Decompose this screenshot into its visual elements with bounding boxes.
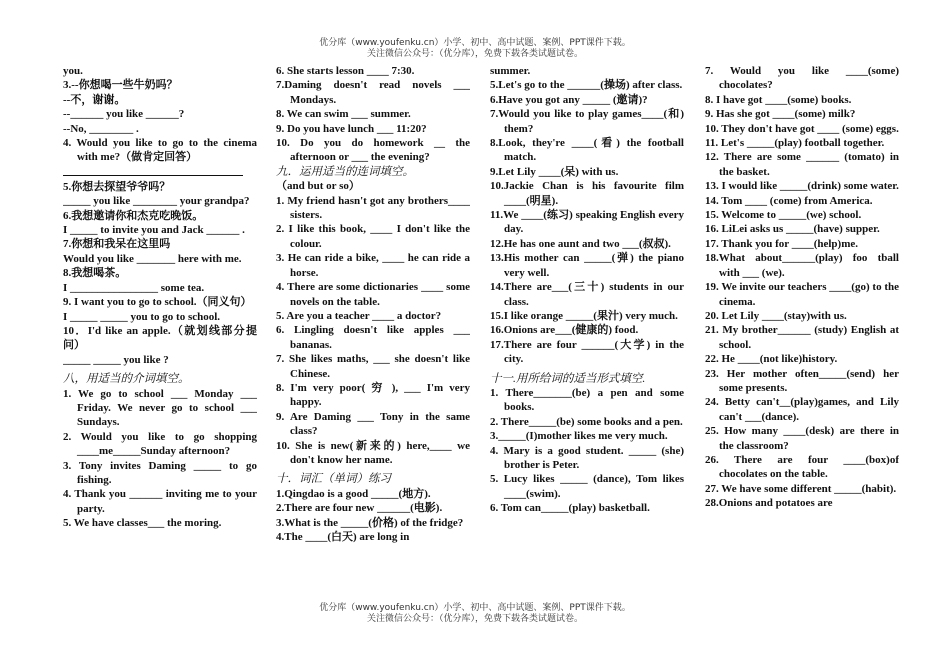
text-line: --______ you like ______? — [63, 108, 185, 121]
question-line: 12. There are some ______ (tomato) in the basket. — [705, 151, 899, 178]
question-line: 6. Tom can_____(play) basketball. — [490, 502, 650, 515]
question-line: 16.Onions are___(健康的) food. — [490, 324, 639, 337]
question-line: 11.We ____(练习) speaking English every day. — [490, 209, 684, 236]
question-line: 5. Are you a teacher ____ a doctor? — [276, 309, 442, 322]
question-line: 13. I would like _____(drink) some water. — [705, 180, 899, 193]
question-line: 2. Would you like to go shopping ____me_____Sunday afternoon? — [63, 430, 257, 458]
text-line: you. — [63, 65, 83, 77]
page-header — [0, 38, 950, 60]
question-line: 2.There are four new ______(电影). — [276, 502, 443, 515]
word-bank: （and but or so） — [276, 180, 360, 193]
text-line: 3.--你想喝一些牛奶吗？ — [63, 79, 178, 92]
question-line: 3.What is the _____(价格) of the fridge? — [276, 516, 464, 529]
column-1 — [63, 64, 257, 597]
header-line-2: 关注微信公众号：（优分库），免费下载各类试题试卷。 — [366, 49, 583, 59]
text-line: I _____ to invite you and Jack ______ . — [63, 224, 245, 237]
text-line: 5.你想去探望爷爷吗？ — [63, 180, 171, 193]
question-line: 24. Betty can't__(play)games, and Lily can't ___(dance). — [705, 396, 899, 423]
question-line: 19. We invite our teachers ____(go) to the cinema. — [705, 281, 899, 308]
section-heading: 十．词汇（单词）练习 — [276, 473, 391, 486]
column-3 — [490, 64, 684, 597]
question-line: 2. There_____(be) some books and a pen. — [490, 415, 683, 428]
question-line: 14.There are___(三十) students in our class. — [490, 281, 684, 308]
question-line: 4. Mary is a good student. _____ (she) brother is Peter. — [490, 444, 684, 471]
question-line: 7.Would you like to play games____(和) them? — [490, 108, 684, 135]
question-line: 10. She is new(新来的) here,____ we don't know her name. — [276, 439, 470, 466]
question-line: 5.Let's go to the ______(操场) after class. — [490, 79, 683, 92]
question-line: 17.There are four ______(大学) in the city. — [490, 338, 684, 366]
page-footer — [0, 603, 950, 625]
question-line: 7. She likes maths, ___ she doesn't like Chinese. — [276, 353, 470, 380]
question-line: 23. Her mother often_____(send) her some presents. — [705, 367, 899, 394]
question-line: 10.Jackie Chan is his favourite film ____(明星). — [490, 180, 684, 207]
text-line: 7.你想和我呆在这里吗 — [63, 238, 171, 251]
question-line: 7.Daming doesn't read novels ___ Mondays. — [276, 79, 470, 106]
question-line: 22. He ____(not like)history. — [705, 353, 838, 366]
text-line: --No, ________ . — [63, 122, 139, 135]
text-line: _____ you like ________ your grandpa? — [63, 195, 250, 208]
question-line: 28.Onions and potatoes are — [705, 497, 833, 510]
text-line: 6.我想邀请你和杰克吃晚饭。 — [63, 209, 204, 222]
text-line: 8.我想喝茶。 — [63, 267, 127, 280]
question-line: 1. My friend hasn't got any brothers____ sisters. — [276, 194, 470, 222]
text-line: --不，谢谢。 — [63, 93, 126, 106]
answer-blank-line — [63, 165, 243, 176]
text-line: 10．I'd like an apple.（就划线部分提问） — [63, 324, 257, 352]
footer-line-2: 关注微信公众号：（优分库），免费下载各类试题试卷。 — [366, 614, 583, 624]
question-line: 10. They don't have got ____ (some) eggs. — [705, 122, 899, 135]
section-heading: 九．运用适当的连词填空。 — [276, 165, 414, 178]
question-line: 1.Qingdao is a good _____(地方). — [276, 487, 431, 500]
text-line: I _____ _____ you to go to school. — [63, 310, 221, 323]
question-line: 9. Do you have lunch ___ 11:20? — [276, 122, 427, 135]
question-line: 4. Thank you ______ inviting me to your party. — [63, 488, 257, 515]
question-line: 3. Tony invites Daming _____ to go fishing. — [63, 459, 257, 486]
question-line: 13.His mother can _____(弹) the piano very well. — [490, 252, 684, 279]
question-line: 16. LiLei asks us _____(have) supper. — [705, 223, 880, 236]
question-line: 18.What about______(play) foo tball with ___ (we). — [705, 252, 899, 279]
question-line: 21. My brother______ (study) English at school. — [705, 324, 899, 351]
question-line: 9.Let Lily ____(呆) with us. — [490, 165, 619, 178]
question-line: 8. I'm very poor( 穷 ), ___ I'm very happy. — [276, 381, 470, 409]
text-line: 9. I want you to go to school.（同义句） — [63, 296, 252, 309]
question-line: 17. Thank you for ____(help)me. — [705, 237, 859, 250]
question-line: 6. She starts lesson ____ 7:30. — [276, 65, 415, 77]
question-line: 27. We have some different _____(habit). — [705, 482, 897, 495]
column-2 — [276, 64, 470, 597]
question-line: 14. Tom ____ (come) from America. — [705, 194, 873, 207]
header-line-1: 优分库（www.youfenku.cn）小学、初中、高中试题、案例、PPT课件下载。 — [319, 38, 631, 48]
question-line: 15. Welcome to _____(we) school. — [705, 209, 862, 222]
question-line: 10. Do you do homework __ the afternoon or ___ the evening? — [276, 137, 470, 164]
question-line: 7. Would you like ____(some) chocolates? — [705, 65, 899, 92]
section-heading: 八，用适当的介词填空。 — [63, 373, 190, 386]
column-4 — [705, 64, 899, 597]
footer-line-1: 优分库（www.youfenku.cn）小学、初中、高中试题、案例、PPT课件下载。 — [319, 603, 631, 613]
question-line: 8.Look, they're ____(看) the football match. — [490, 137, 684, 164]
question-line: 5. We have classes___ the moring. — [63, 517, 222, 530]
question-line: 5. Lucy likes _____ (dance), Tom likes ____(swim). — [490, 473, 684, 500]
question-line: 3. He can ride a bike, ____ he can ride a horse. — [276, 252, 470, 279]
text-line: I ________________ some tea. — [63, 281, 205, 294]
question-line: 1. We go to school ___ Monday ___ Friday. We never go to school ___ Sundays. — [63, 387, 257, 429]
question-line: 26. There are four ____(box)of chocolates on the table. — [705, 453, 899, 481]
question-line: 2. I like this book, ____ I don't like the colour. — [276, 223, 470, 250]
text-line: _____ _____ you like ? — [63, 353, 169, 366]
question-line: 15.I like orange _____(果汁) very much. — [490, 309, 678, 322]
question-line: 8. I have got ____(some) books. — [705, 93, 852, 106]
question-line: 4. Would you like to go to the cinema with me?（做肯定回答） — [63, 137, 257, 164]
text-line: Would you like _______ here with me. — [63, 252, 242, 265]
question-line: 3._____(I)mother likes me very much. — [490, 430, 668, 443]
question-line: 9. Are Daming ___ Tony in the same class? — [276, 410, 470, 438]
question-line: 4.The ____(白天) are long in — [276, 531, 410, 543]
section-heading: 十一.用所给词的适当形式填空. — [490, 372, 646, 385]
question-line: 20. Let Lily ____(stay)with us. — [705, 309, 847, 322]
question-line: 1. There_______(be) a pen and some books. — [490, 386, 684, 414]
question-line: 12.He has one aunt and two ___(叔叔). — [490, 237, 671, 250]
question-line: 9. Has she got ____(some) milk? — [705, 108, 856, 121]
question-line: 6. Lingling doesn't like apples ___ bananas. — [276, 324, 470, 351]
question-line: 6.Have you got any _____ (邀请)? — [490, 93, 648, 106]
question-line: 11. Let's _____(play) football together. — [705, 137, 885, 150]
question-line: 4. There are some dictionaries ____ some novels on the table. — [276, 281, 470, 308]
text-line: summer. — [490, 65, 531, 77]
question-line: 25. How many ____(desk) are there in the classroom? — [705, 425, 899, 452]
question-line: 8. We can swim ___ summer. — [276, 108, 411, 121]
